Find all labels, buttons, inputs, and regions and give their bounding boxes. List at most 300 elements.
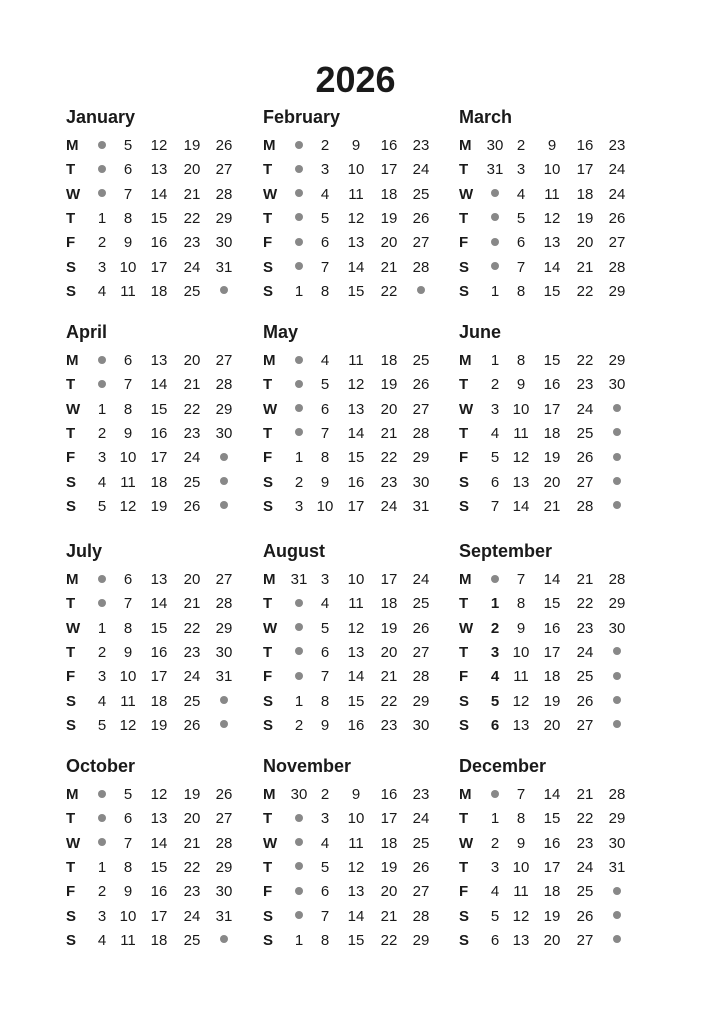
weekday-label: W bbox=[459, 619, 474, 637]
week-day-row bbox=[66, 232, 256, 254]
empty-day-dot bbox=[482, 208, 508, 230]
day-number: 28 bbox=[412, 424, 430, 442]
day-number: 15 bbox=[150, 858, 168, 876]
day-number: 31 bbox=[412, 497, 430, 515]
empty-day-dot bbox=[482, 784, 508, 806]
day-number: 26 bbox=[183, 497, 201, 515]
day-number: 31 bbox=[215, 668, 233, 686]
empty-day-dot bbox=[604, 399, 630, 421]
empty-day-dot bbox=[604, 906, 630, 928]
empty-day-dot bbox=[604, 930, 630, 952]
week-day-row bbox=[66, 784, 256, 806]
day-number: 19 bbox=[543, 907, 561, 925]
day-number: 14 bbox=[150, 376, 168, 394]
day-number: 10 bbox=[119, 449, 137, 467]
day-number: 22 bbox=[380, 692, 398, 710]
day-number: 17 bbox=[576, 161, 594, 179]
day-number: 1 bbox=[294, 931, 304, 949]
dot-icon bbox=[295, 213, 303, 221]
empty-day-dot bbox=[211, 496, 237, 518]
day-number: 23 bbox=[412, 786, 430, 803]
day-number: 20 bbox=[380, 643, 398, 661]
day-number: 24 bbox=[183, 449, 201, 467]
week-day-row bbox=[263, 184, 453, 206]
day-number: 17 bbox=[543, 643, 561, 661]
day-number: 11 bbox=[348, 185, 364, 203]
week-day-row bbox=[459, 281, 649, 303]
day-number: 7 bbox=[123, 595, 133, 613]
day-number: 25 bbox=[183, 931, 201, 949]
weekday-label: W bbox=[66, 400, 81, 418]
day-number: 29 bbox=[215, 858, 233, 876]
day-number: 21 bbox=[183, 185, 201, 203]
week-day-row bbox=[263, 784, 453, 806]
day-number: 26 bbox=[608, 209, 626, 227]
week-day-row bbox=[459, 857, 649, 879]
day-number: 17 bbox=[543, 858, 561, 876]
day-number: 27 bbox=[576, 931, 594, 949]
day-number: 31 bbox=[290, 571, 308, 588]
weekday-label: T bbox=[66, 595, 76, 613]
dot-icon bbox=[220, 477, 228, 485]
day-number: 6 bbox=[320, 234, 330, 252]
week-day-row bbox=[459, 447, 649, 469]
day-number: 29 bbox=[608, 352, 626, 369]
day-number: 16 bbox=[380, 137, 398, 154]
day-number: 4 bbox=[516, 185, 526, 203]
weekday-label: S bbox=[66, 931, 77, 949]
day-number: 29 bbox=[608, 282, 626, 300]
day-number: 30 bbox=[215, 234, 233, 252]
day-number: 23 bbox=[380, 473, 398, 491]
weekday-label: T bbox=[459, 376, 469, 394]
day-number: 8 bbox=[320, 449, 330, 467]
dot-icon bbox=[295, 672, 303, 680]
day-number: 19 bbox=[380, 376, 398, 394]
day-number: 27 bbox=[608, 234, 626, 252]
empty-day-dot bbox=[211, 930, 237, 952]
day-number: 4 bbox=[320, 185, 330, 203]
month-name: May bbox=[263, 322, 299, 342]
dot-icon bbox=[613, 887, 621, 895]
week-day-row bbox=[459, 184, 649, 206]
day-number: 28 bbox=[412, 668, 430, 686]
empty-day-dot bbox=[89, 374, 115, 396]
day-number: 13 bbox=[150, 571, 168, 588]
week-day-row bbox=[263, 350, 453, 372]
month-name: November bbox=[263, 756, 352, 776]
empty-day-dot bbox=[89, 135, 115, 157]
day-number: 27 bbox=[412, 234, 430, 252]
weekday-label: M bbox=[66, 352, 79, 369]
day-number: 11 bbox=[513, 668, 529, 686]
weekday-label: M bbox=[66, 571, 79, 588]
empty-day-dot bbox=[286, 906, 312, 928]
weekday-label: T bbox=[66, 643, 76, 661]
day-number: 9 bbox=[320, 716, 330, 734]
empty-day-dot bbox=[604, 881, 630, 903]
day-number: 18 bbox=[543, 668, 561, 686]
dot-icon bbox=[613, 428, 621, 436]
day-number: 20 bbox=[183, 810, 201, 828]
dot-icon bbox=[220, 720, 228, 728]
week-day-row bbox=[66, 159, 256, 181]
day-number: 28 bbox=[608, 786, 626, 803]
day-number: 29 bbox=[412, 449, 430, 467]
day-number: 7 bbox=[320, 668, 330, 686]
week-day-row bbox=[459, 808, 649, 830]
day-number: 24 bbox=[412, 571, 430, 588]
week-day-row bbox=[459, 257, 649, 279]
day-number: 6 bbox=[123, 810, 133, 828]
empty-day-dot bbox=[286, 184, 312, 206]
week-day-row bbox=[263, 593, 453, 615]
day-number: 3 bbox=[516, 161, 526, 179]
day-number: 10 bbox=[512, 643, 530, 661]
day-number: 2 bbox=[320, 137, 330, 154]
weekday-label: T bbox=[66, 209, 76, 227]
day-number: 22 bbox=[380, 931, 398, 949]
day-number: 25 bbox=[412, 352, 430, 369]
day-number: 19 bbox=[543, 449, 561, 467]
day-number: 17 bbox=[347, 497, 365, 515]
dot-icon bbox=[98, 165, 106, 173]
dot-icon bbox=[98, 838, 106, 846]
day-number: 7 bbox=[516, 786, 526, 803]
day-number: 24 bbox=[576, 400, 594, 418]
day-number: 23 bbox=[608, 137, 626, 154]
day-number: 9 bbox=[547, 137, 557, 154]
day-number: 14 bbox=[512, 497, 530, 515]
weekday-label: T bbox=[66, 858, 76, 876]
day-number: 18 bbox=[543, 883, 561, 901]
day-number: 20 bbox=[380, 400, 398, 418]
day-number: 19 bbox=[380, 858, 398, 876]
day-number: 24 bbox=[183, 668, 201, 686]
day-number: 18 bbox=[543, 424, 561, 442]
week-day-row bbox=[459, 715, 649, 737]
week-day-row bbox=[66, 496, 256, 518]
day-number: 31 bbox=[608, 858, 626, 876]
week-day-row bbox=[263, 808, 453, 830]
day-number: 8 bbox=[516, 810, 526, 828]
day-number: 28 bbox=[608, 258, 626, 276]
weekday-label: F bbox=[66, 234, 76, 252]
day-number: 15 bbox=[543, 810, 561, 828]
day-number: 30 bbox=[290, 786, 308, 803]
week-day-row bbox=[66, 135, 256, 157]
weekday-label: S bbox=[459, 907, 470, 925]
weekday-label: T bbox=[263, 595, 273, 613]
day-number: 6 bbox=[320, 883, 330, 901]
empty-day-dot bbox=[286, 881, 312, 903]
day-number: 11 bbox=[120, 473, 136, 491]
empty-day-dot bbox=[211, 447, 237, 469]
day-number: 11 bbox=[513, 883, 529, 901]
day-number: 8 bbox=[516, 352, 526, 369]
day-number: 6 bbox=[320, 643, 330, 661]
dot-icon bbox=[491, 575, 499, 583]
month-march bbox=[459, 106, 649, 311]
weekday-label: F bbox=[263, 883, 273, 901]
weekday-label: S bbox=[459, 931, 470, 949]
empty-day-dot bbox=[286, 618, 312, 640]
empty-day-dot bbox=[604, 423, 630, 445]
weekday-label: S bbox=[459, 692, 470, 710]
day-number: 2 bbox=[490, 619, 500, 637]
dot-icon bbox=[295, 911, 303, 919]
day-number: 23 bbox=[412, 137, 430, 154]
day-number: 14 bbox=[347, 258, 365, 276]
dot-icon bbox=[220, 286, 228, 294]
week-day-row bbox=[66, 906, 256, 928]
day-number: 28 bbox=[215, 185, 233, 203]
day-number: 19 bbox=[150, 497, 168, 515]
day-number: 8 bbox=[320, 692, 330, 710]
dot-icon bbox=[491, 189, 499, 197]
weekday-label: T bbox=[263, 209, 273, 227]
weekday-label: S bbox=[263, 907, 274, 925]
weekday-label: T bbox=[66, 424, 76, 442]
day-number: 16 bbox=[347, 473, 365, 491]
day-number: 9 bbox=[516, 376, 526, 394]
week-day-row bbox=[263, 496, 453, 518]
week-day-row bbox=[459, 906, 649, 928]
week-day-row bbox=[66, 715, 256, 737]
day-number: 5 bbox=[97, 497, 107, 515]
weekday-label: T bbox=[66, 376, 76, 394]
day-number: 7 bbox=[320, 424, 330, 442]
month-january bbox=[66, 106, 256, 311]
day-number: 15 bbox=[543, 352, 561, 369]
weekday-label: S bbox=[459, 497, 470, 515]
day-number: 28 bbox=[412, 258, 430, 276]
week-day-row bbox=[66, 808, 256, 830]
day-number: 25 bbox=[412, 595, 430, 613]
week-day-row bbox=[263, 930, 453, 952]
day-number: 7 bbox=[516, 258, 526, 276]
day-number: 12 bbox=[119, 497, 137, 515]
day-number: 17 bbox=[150, 449, 168, 467]
day-number: 13 bbox=[512, 716, 530, 734]
week-day-row bbox=[66, 618, 256, 640]
weekday-label: T bbox=[459, 595, 469, 613]
empty-day-dot bbox=[286, 257, 312, 279]
day-number: 25 bbox=[183, 692, 201, 710]
day-number: 5 bbox=[516, 209, 526, 227]
empty-day-dot bbox=[482, 184, 508, 206]
week-day-row bbox=[263, 447, 453, 469]
dot-icon bbox=[295, 262, 303, 270]
day-number: 20 bbox=[183, 161, 201, 179]
weekday-label: M bbox=[66, 786, 79, 803]
day-number: 1 bbox=[294, 449, 304, 467]
day-number: 21 bbox=[543, 497, 561, 515]
month-name: September bbox=[459, 541, 553, 561]
week-day-row bbox=[66, 350, 256, 372]
day-number: 14 bbox=[347, 907, 365, 925]
day-number: 28 bbox=[608, 571, 626, 588]
day-number: 8 bbox=[516, 595, 526, 613]
day-number: 20 bbox=[183, 352, 201, 369]
day-number: 22 bbox=[183, 209, 201, 227]
day-number: 9 bbox=[516, 834, 526, 852]
day-number: 10 bbox=[347, 810, 365, 828]
dot-icon bbox=[220, 696, 228, 704]
day-number: 23 bbox=[183, 424, 201, 442]
weekday-label: W bbox=[263, 619, 278, 637]
day-number: 21 bbox=[380, 424, 398, 442]
day-number: 12 bbox=[347, 376, 365, 394]
day-number: 22 bbox=[183, 858, 201, 876]
week-day-row bbox=[66, 569, 256, 591]
dot-icon bbox=[220, 501, 228, 509]
weekday-label: T bbox=[263, 858, 273, 876]
day-number: 16 bbox=[347, 716, 365, 734]
weekday-label: S bbox=[66, 473, 77, 491]
weekday-label: F bbox=[263, 234, 273, 252]
week-day-row bbox=[263, 881, 453, 903]
day-number: 18 bbox=[150, 473, 168, 491]
day-number: 8 bbox=[123, 619, 133, 637]
day-number: 16 bbox=[150, 883, 168, 901]
day-number: 22 bbox=[183, 400, 201, 418]
month-name: March bbox=[459, 107, 513, 127]
week-day-row bbox=[263, 374, 453, 396]
day-number: 13 bbox=[347, 643, 365, 661]
dot-icon bbox=[613, 501, 621, 509]
day-number: 6 bbox=[123, 161, 133, 179]
weekday-label: F bbox=[459, 668, 469, 686]
day-number: 27 bbox=[215, 810, 233, 828]
day-number: 21 bbox=[380, 907, 398, 925]
day-number: 2 bbox=[516, 137, 526, 154]
day-number: 9 bbox=[320, 473, 330, 491]
day-number: 14 bbox=[543, 258, 561, 276]
weekday-label: S bbox=[263, 473, 274, 491]
weekday-label: T bbox=[263, 424, 273, 442]
week-day-row bbox=[263, 715, 453, 737]
day-number: 25 bbox=[576, 424, 594, 442]
day-number: 2 bbox=[97, 234, 107, 252]
day-number: 22 bbox=[576, 810, 594, 828]
week-day-row bbox=[459, 350, 649, 372]
week-day-row bbox=[66, 666, 256, 688]
day-number: 6 bbox=[123, 571, 133, 588]
empty-day-dot bbox=[89, 833, 115, 855]
day-number: 24 bbox=[608, 185, 626, 203]
day-number: 26 bbox=[576, 449, 594, 467]
day-number: 13 bbox=[512, 473, 530, 491]
day-number: 12 bbox=[119, 716, 137, 734]
day-number: 27 bbox=[412, 400, 430, 418]
day-number: 25 bbox=[183, 282, 201, 300]
empty-day-dot bbox=[604, 496, 630, 518]
day-number: 3 bbox=[490, 643, 500, 661]
month-name: October bbox=[66, 756, 136, 776]
week-day-row bbox=[66, 881, 256, 903]
day-number: 29 bbox=[215, 209, 233, 227]
day-number: 1 bbox=[490, 352, 500, 369]
day-number: 8 bbox=[123, 400, 133, 418]
week-day-row bbox=[263, 423, 453, 445]
dot-icon bbox=[491, 213, 499, 221]
day-number: 1 bbox=[294, 282, 304, 300]
dot-icon bbox=[98, 141, 106, 149]
day-number: 15 bbox=[347, 449, 365, 467]
dot-icon bbox=[295, 814, 303, 822]
weekday-label: M bbox=[66, 137, 79, 154]
day-number: 31 bbox=[486, 161, 504, 179]
dot-icon bbox=[295, 141, 303, 149]
dot-icon bbox=[295, 599, 303, 607]
weekday-label: W bbox=[263, 185, 278, 203]
day-number: 3 bbox=[97, 258, 107, 276]
dot-icon bbox=[295, 356, 303, 364]
day-number: 12 bbox=[543, 209, 561, 227]
day-number: 6 bbox=[320, 400, 330, 418]
day-number: 18 bbox=[150, 282, 168, 300]
weekday-label: S bbox=[66, 716, 77, 734]
weekday-label: S bbox=[66, 497, 77, 515]
week-day-row bbox=[459, 666, 649, 688]
day-number: 20 bbox=[380, 883, 398, 901]
day-number: 16 bbox=[150, 234, 168, 252]
day-number: 28 bbox=[576, 497, 594, 515]
week-day-row bbox=[66, 472, 256, 494]
month-november bbox=[263, 755, 453, 960]
day-number: 3 bbox=[490, 400, 500, 418]
day-number: 28 bbox=[215, 834, 233, 852]
day-number: 15 bbox=[347, 282, 365, 300]
day-number: 24 bbox=[412, 161, 430, 179]
day-number: 8 bbox=[123, 209, 133, 227]
day-number: 27 bbox=[215, 571, 233, 588]
day-number: 9 bbox=[351, 786, 361, 803]
week-day-row bbox=[263, 399, 453, 421]
day-number: 28 bbox=[412, 907, 430, 925]
day-number: 11 bbox=[120, 931, 136, 949]
dot-icon bbox=[613, 647, 621, 655]
day-number: 11 bbox=[348, 595, 364, 613]
day-number: 1 bbox=[97, 619, 107, 637]
day-number: 30 bbox=[608, 834, 626, 852]
day-number: 24 bbox=[608, 161, 626, 179]
day-number: 26 bbox=[576, 907, 594, 925]
day-number: 20 bbox=[576, 234, 594, 252]
day-number: 8 bbox=[320, 931, 330, 949]
day-number: 13 bbox=[347, 234, 365, 252]
dot-icon bbox=[295, 165, 303, 173]
day-number: 19 bbox=[543, 692, 561, 710]
day-number: 23 bbox=[183, 643, 201, 661]
week-day-row bbox=[459, 642, 649, 664]
day-number: 12 bbox=[347, 858, 365, 876]
day-number: 6 bbox=[516, 234, 526, 252]
empty-day-dot bbox=[286, 208, 312, 230]
weekday-label: T bbox=[66, 810, 76, 828]
day-number: 31 bbox=[215, 907, 233, 925]
day-number: 13 bbox=[512, 931, 530, 949]
day-number: 15 bbox=[543, 282, 561, 300]
day-number: 16 bbox=[543, 376, 561, 394]
day-number: 1 bbox=[97, 400, 107, 418]
day-number: 4 bbox=[320, 595, 330, 613]
day-number: 16 bbox=[543, 619, 561, 637]
day-number: 8 bbox=[123, 858, 133, 876]
day-number: 11 bbox=[544, 185, 560, 203]
day-number: 19 bbox=[183, 137, 201, 154]
